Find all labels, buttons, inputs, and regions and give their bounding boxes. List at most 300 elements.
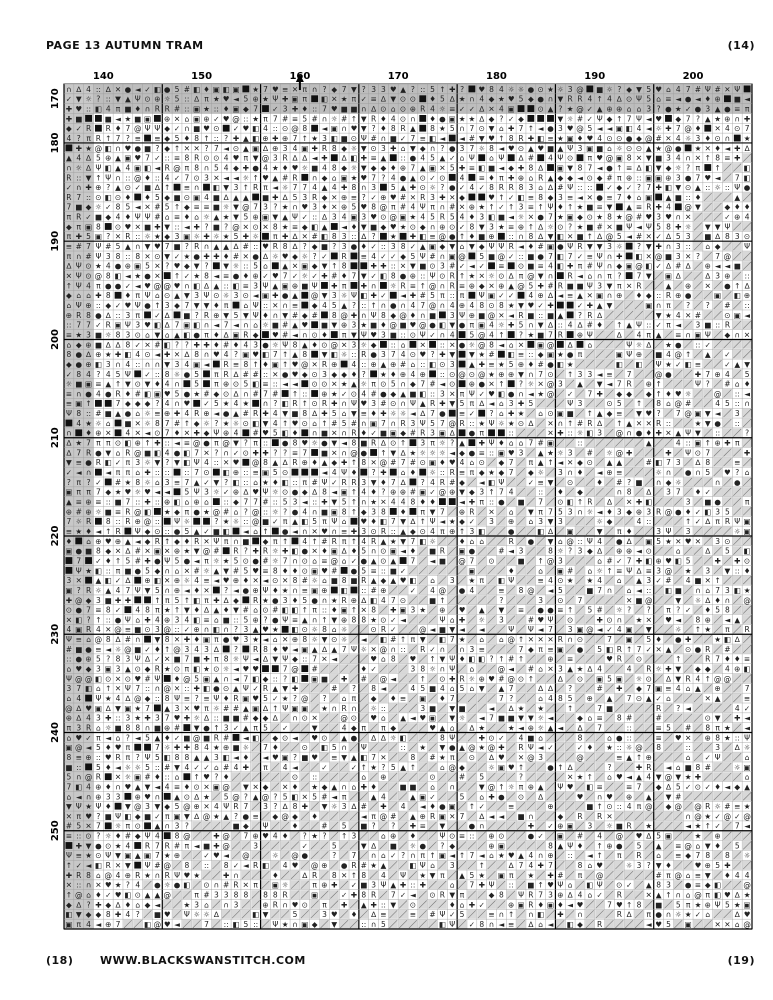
svg-text:▲: ▲ — [233, 409, 239, 418]
svg-text:R: R — [440, 547, 445, 556]
svg-text:3: 3 — [175, 232, 180, 241]
svg-text:⊕: ⊕ — [705, 262, 711, 271]
svg-text:☼: ☼ — [66, 380, 73, 389]
svg-text:☼: ☼ — [85, 95, 92, 104]
svg-text:♦: ♦ — [704, 606, 711, 615]
svg-text:✓: ✓ — [174, 124, 180, 133]
svg-text:⌂: ⌂ — [214, 615, 219, 624]
svg-text:3: 3 — [676, 252, 681, 261]
svg-text:3: 3 — [469, 527, 474, 536]
svg-text:✓: ✓ — [272, 694, 278, 703]
svg-text:◄: ◄ — [577, 272, 583, 281]
svg-text:Ψ: Ψ — [135, 655, 141, 664]
svg-text:8: 8 — [302, 350, 307, 359]
svg-text:Ψ: Ψ — [597, 114, 603, 123]
svg-text:★: ★ — [469, 272, 476, 281]
svg-text:3: 3 — [165, 478, 170, 487]
svg-text:R: R — [656, 507, 661, 516]
svg-text:▲: ▲ — [567, 665, 573, 674]
svg-text:∩: ∩ — [361, 104, 367, 113]
svg-text:♦: ♦ — [125, 213, 132, 222]
svg-text:8: 8 — [656, 399, 661, 408]
svg-text:★: ★ — [478, 203, 485, 212]
svg-text:◄: ◄ — [430, 556, 436, 565]
svg-text:▣: ▣ — [744, 527, 751, 536]
svg-text:⊙: ⊙ — [400, 114, 406, 123]
svg-text:▼: ▼ — [548, 232, 554, 241]
svg-text:7: 7 — [194, 448, 199, 457]
svg-text:◧: ◧ — [282, 478, 289, 487]
svg-text:●: ● — [714, 498, 721, 507]
svg-text:∩: ∩ — [194, 183, 200, 192]
svg-text:●: ● — [85, 645, 92, 654]
svg-text:?: ? — [578, 311, 582, 320]
svg-text:◄: ◄ — [577, 173, 583, 182]
svg-text:▣: ▣ — [341, 606, 348, 615]
svg-text:3: 3 — [440, 262, 445, 271]
svg-text:?: ? — [362, 85, 366, 94]
svg-text:▲: ▲ — [322, 183, 328, 192]
svg-text:☼: ☼ — [537, 468, 544, 477]
svg-text:▣: ▣ — [419, 694, 426, 703]
svg-text:#: # — [577, 114, 583, 123]
svg-text:◄: ◄ — [597, 163, 603, 172]
svg-text:◧: ◧ — [488, 213, 495, 222]
svg-text:♥: ♥ — [252, 566, 259, 575]
svg-text:◄: ◄ — [282, 380, 288, 389]
svg-text:?: ? — [735, 468, 739, 477]
svg-text:@: @ — [163, 625, 171, 634]
svg-text:Ψ: Ψ — [498, 478, 504, 487]
svg-text:▼: ▼ — [390, 95, 396, 104]
svg-text:▼: ▼ — [636, 409, 642, 418]
svg-text:≡: ≡ — [675, 330, 681, 339]
svg-text:⌂: ⌂ — [509, 340, 514, 349]
svg-text:4: 4 — [676, 154, 681, 163]
svg-text:✚: ✚ — [66, 596, 72, 605]
svg-text:⌂: ⌂ — [135, 409, 140, 418]
svg-text:Ψ: Ψ — [587, 537, 593, 546]
svg-text:♥: ♥ — [252, 665, 259, 674]
svg-text:♥: ♥ — [252, 488, 259, 497]
svg-text:π: π — [214, 439, 219, 448]
svg-text:Ψ: Ψ — [567, 242, 573, 251]
svg-text:#: # — [66, 645, 72, 654]
svg-text:R: R — [165, 104, 170, 113]
svg-text:◄: ◄ — [695, 95, 701, 104]
svg-text:8: 8 — [273, 566, 278, 575]
svg-text:■: ■ — [301, 281, 308, 290]
svg-text:5: 5 — [175, 389, 180, 398]
svg-text:■: ■ — [350, 576, 357, 585]
svg-text:◆: ◆ — [420, 222, 426, 231]
svg-text:◆: ◆ — [636, 134, 642, 143]
svg-text:7: 7 — [469, 556, 474, 565]
svg-text:π: π — [538, 507, 543, 516]
svg-text:✕: ✕ — [144, 203, 150, 212]
svg-text:▼: ▼ — [705, 222, 711, 231]
svg-text:3: 3 — [86, 330, 91, 339]
svg-text:⌂: ⌂ — [86, 291, 91, 300]
svg-text:●: ● — [134, 566, 141, 575]
svg-text:≡: ≡ — [626, 163, 632, 172]
svg-text:?: ? — [205, 222, 209, 231]
svg-text:◆: ◆ — [489, 114, 495, 123]
svg-text:⊙: ⊙ — [449, 380, 455, 389]
svg-text:●: ● — [469, 448, 476, 457]
svg-text:▼: ▼ — [223, 183, 229, 192]
svg-text:⊕: ⊕ — [253, 95, 259, 104]
svg-text:◄: ◄ — [498, 340, 504, 349]
svg-text:▲: ▲ — [400, 183, 406, 192]
svg-text:π: π — [214, 635, 219, 644]
svg-text:8: 8 — [293, 576, 298, 585]
svg-text:R: R — [469, 507, 474, 516]
svg-text:♥: ♥ — [174, 281, 181, 290]
svg-text:☼: ☼ — [596, 566, 603, 575]
svg-text:::: :: — [351, 350, 356, 359]
svg-text:4: 4 — [597, 665, 602, 674]
svg-text:↑: ↑ — [587, 232, 593, 241]
svg-text:7: 7 — [627, 370, 632, 379]
svg-text:▼: ▼ — [597, 242, 603, 251]
svg-text:7: 7 — [76, 321, 81, 330]
svg-text:▲: ▲ — [174, 330, 180, 339]
svg-text:★: ★ — [419, 606, 426, 615]
svg-text:▣: ▣ — [203, 674, 210, 683]
svg-text:●: ● — [537, 252, 544, 261]
svg-text:4: 4 — [116, 694, 121, 703]
svg-text:⊙: ⊙ — [253, 222, 259, 231]
svg-text:↑: ↑ — [420, 674, 426, 683]
svg-text:#: # — [233, 252, 239, 261]
svg-text:3: 3 — [125, 330, 130, 339]
svg-text:∩: ∩ — [164, 566, 170, 575]
svg-text:◧: ◧ — [744, 173, 751, 182]
svg-text:π: π — [273, 232, 278, 241]
svg-text:∆: ∆ — [291, 232, 298, 241]
svg-text:@: @ — [547, 380, 555, 389]
svg-text:5: 5 — [676, 232, 681, 241]
svg-text:▼: ▼ — [125, 380, 131, 389]
svg-text:4: 4 — [450, 330, 455, 339]
svg-text:5: 5 — [519, 321, 524, 330]
svg-text:↑: ↑ — [734, 281, 740, 290]
svg-text:★: ★ — [459, 114, 466, 123]
svg-text:◆: ◆ — [194, 419, 200, 428]
svg-text:?: ? — [637, 242, 641, 251]
svg-text:4: 4 — [676, 439, 681, 448]
svg-text:✓: ✓ — [724, 213, 730, 222]
svg-text:✚: ✚ — [410, 183, 416, 192]
svg-text:■: ■ — [321, 507, 328, 516]
svg-text:4: 4 — [725, 370, 730, 379]
svg-text:▣: ▣ — [400, 213, 407, 222]
svg-text:Ψ: Ψ — [567, 183, 573, 192]
svg-text:⊕: ⊕ — [459, 507, 465, 516]
svg-text:5: 5 — [243, 380, 248, 389]
svg-text:■: ■ — [95, 213, 102, 222]
svg-text:■: ■ — [567, 281, 574, 290]
svg-text:R: R — [233, 547, 238, 556]
svg-text:⊙: ⊙ — [311, 399, 317, 408]
svg-text:☼: ☼ — [606, 85, 613, 94]
svg-text:::: :: — [695, 340, 700, 349]
svg-text:Ψ: Ψ — [734, 517, 740, 526]
svg-text:✚: ✚ — [439, 399, 445, 408]
svg-text:R: R — [509, 242, 514, 251]
svg-text:3: 3 — [489, 517, 494, 526]
svg-text:⊙: ⊙ — [380, 213, 386, 222]
svg-text:▲: ▲ — [115, 183, 121, 192]
svg-text:Ψ: Ψ — [587, 330, 593, 339]
svg-text:◧: ◧ — [252, 124, 259, 133]
svg-text:π: π — [263, 114, 268, 123]
svg-text:4: 4 — [597, 134, 602, 143]
svg-text:↑: ↑ — [528, 124, 534, 133]
svg-text:Ψ: Ψ — [498, 242, 504, 251]
svg-text:●: ● — [282, 291, 289, 300]
svg-text:R: R — [194, 409, 199, 418]
svg-text:Ψ: Ψ — [656, 360, 662, 369]
svg-text:■: ■ — [488, 252, 495, 261]
svg-text:≡: ≡ — [538, 478, 544, 487]
svg-text:▼: ▼ — [656, 163, 662, 172]
svg-text:⊙: ⊙ — [567, 615, 573, 624]
svg-text:✚: ✚ — [508, 173, 514, 182]
svg-text:⌂: ⌂ — [342, 694, 347, 703]
svg-text:★: ★ — [714, 635, 721, 644]
svg-text:★: ★ — [252, 635, 259, 644]
svg-text:?: ? — [421, 478, 425, 487]
svg-text:@: @ — [586, 625, 594, 634]
svg-text:▲: ▲ — [125, 665, 131, 674]
svg-text:8: 8 — [371, 684, 376, 693]
svg-text:★: ★ — [341, 95, 348, 104]
svg-text:↑: ↑ — [282, 419, 288, 428]
svg-text:▲: ▲ — [548, 173, 554, 182]
svg-text:✚: ✚ — [557, 429, 563, 438]
svg-text:◧: ◧ — [380, 635, 387, 644]
svg-text:★: ★ — [262, 478, 269, 487]
svg-text:3: 3 — [273, 154, 278, 163]
svg-text:▲: ▲ — [390, 556, 396, 565]
svg-text:π: π — [745, 498, 750, 507]
svg-text:▲: ▲ — [272, 281, 278, 290]
svg-text:4: 4 — [263, 163, 268, 172]
svg-text:✚: ✚ — [626, 448, 632, 457]
svg-text:R: R — [568, 95, 573, 104]
svg-text:■: ■ — [596, 85, 603, 94]
svg-text:▲: ▲ — [734, 360, 740, 369]
svg-text:#: # — [488, 350, 494, 359]
svg-text:π: π — [588, 154, 593, 163]
svg-text:::: :: — [184, 684, 189, 693]
svg-text:▣: ▣ — [429, 163, 436, 172]
svg-text:▲: ▲ — [400, 527, 406, 536]
svg-text:7: 7 — [548, 507, 553, 516]
svg-text:R: R — [322, 144, 327, 153]
svg-text:★: ★ — [547, 85, 554, 94]
svg-text:⊙: ⊙ — [724, 311, 730, 320]
svg-text:3: 3 — [322, 134, 327, 143]
svg-text:▼: ▼ — [449, 242, 455, 251]
svg-text:3: 3 — [253, 340, 258, 349]
svg-text:♥: ♥ — [370, 330, 377, 339]
svg-text:@: @ — [134, 507, 142, 516]
svg-text:◄: ◄ — [204, 360, 210, 369]
svg-text:◄: ◄ — [518, 242, 524, 251]
svg-text:⊙: ⊙ — [243, 448, 249, 457]
svg-text:◧: ◧ — [419, 232, 426, 241]
svg-text:7: 7 — [637, 645, 642, 654]
svg-text:◧: ◧ — [321, 95, 328, 104]
svg-text:●: ● — [115, 281, 122, 290]
svg-text:Ψ: Ψ — [734, 183, 740, 192]
svg-text:♦: ♦ — [311, 340, 318, 349]
svg-text:5: 5 — [243, 566, 248, 575]
svg-text:●: ● — [262, 340, 269, 349]
svg-text:#: # — [380, 399, 386, 408]
svg-text:✚: ✚ — [194, 222, 200, 231]
svg-text:⊕: ⊕ — [626, 547, 632, 556]
svg-text:∩: ∩ — [76, 252, 82, 261]
svg-text:∆: ∆ — [714, 232, 721, 241]
svg-text:■: ■ — [527, 262, 534, 271]
svg-text:⌂: ⌂ — [86, 537, 91, 546]
svg-text:■: ■ — [409, 389, 416, 398]
svg-text:◄: ◄ — [390, 674, 396, 683]
svg-text:#: # — [253, 429, 259, 438]
svg-text:#: # — [724, 645, 730, 654]
svg-text:∆: ∆ — [537, 684, 544, 693]
svg-text:✓: ✓ — [203, 478, 209, 487]
svg-text:✓: ✓ — [115, 576, 121, 585]
svg-text:π: π — [322, 517, 327, 526]
svg-text:3: 3 — [578, 399, 583, 408]
svg-text:∆: ∆ — [518, 154, 525, 163]
svg-text:✕: ✕ — [587, 193, 593, 202]
svg-text:≡: ≡ — [135, 134, 141, 143]
svg-text:7: 7 — [184, 478, 189, 487]
svg-text:◧: ◧ — [478, 163, 485, 172]
svg-text:⊙: ⊙ — [498, 272, 504, 281]
svg-text:●: ● — [439, 409, 446, 418]
svg-text:?: ? — [244, 507, 248, 516]
svg-text:✓: ✓ — [203, 527, 209, 536]
svg-text:@: @ — [232, 114, 240, 123]
svg-text:✓: ✓ — [144, 645, 150, 654]
svg-text:7: 7 — [342, 645, 347, 654]
svg-text:▣: ▣ — [449, 252, 456, 261]
svg-text:✓: ✓ — [351, 556, 357, 565]
svg-text:R: R — [86, 448, 91, 457]
svg-text:✕: ✕ — [380, 498, 386, 507]
svg-text:@: @ — [419, 625, 427, 634]
svg-text:♦: ♦ — [714, 596, 721, 605]
svg-text:∩: ∩ — [469, 95, 475, 104]
svg-text:✚: ✚ — [714, 556, 720, 565]
svg-text:♥: ♥ — [567, 124, 574, 133]
svg-text:::: :: — [233, 615, 238, 624]
svg-text:◧: ◧ — [419, 537, 426, 546]
svg-text:✓: ✓ — [66, 370, 72, 379]
svg-text:5: 5 — [263, 694, 268, 703]
svg-text:5: 5 — [243, 615, 248, 624]
svg-text:8: 8 — [204, 272, 209, 281]
svg-text:▼: ▼ — [154, 330, 160, 339]
svg-text:★: ★ — [370, 615, 377, 624]
svg-text:@: @ — [380, 458, 388, 467]
svg-text:▼: ▼ — [557, 114, 563, 123]
svg-text:π: π — [67, 232, 72, 241]
svg-text:↑: ↑ — [400, 439, 406, 448]
svg-text:▣: ▣ — [557, 645, 564, 654]
svg-text:◆: ◆ — [381, 576, 387, 585]
svg-text:♥: ♥ — [449, 458, 456, 467]
svg-text:↑: ↑ — [311, 537, 317, 546]
svg-text:●: ● — [459, 586, 466, 595]
svg-text:▣: ▣ — [576, 625, 583, 634]
svg-text:∩: ∩ — [626, 429, 632, 438]
svg-text:↑: ↑ — [508, 203, 514, 212]
svg-text:≡: ≡ — [498, 262, 504, 271]
svg-text:π: π — [126, 458, 131, 467]
svg-text:#: # — [262, 556, 268, 565]
svg-text:7: 7 — [381, 419, 386, 428]
svg-text:★: ★ — [744, 134, 751, 143]
svg-text:4: 4 — [686, 576, 691, 585]
svg-text:4: 4 — [450, 301, 455, 310]
svg-text:≡: ≡ — [636, 203, 642, 212]
svg-text:8: 8 — [116, 252, 121, 261]
svg-text:♥: ♥ — [223, 95, 230, 104]
svg-text:▲: ▲ — [272, 458, 278, 467]
svg-text:7: 7 — [391, 478, 396, 487]
svg-text:Ψ: Ψ — [282, 704, 288, 713]
svg-text:7: 7 — [243, 674, 248, 683]
svg-text:⊕: ⊕ — [66, 507, 72, 516]
svg-text:✕: ✕ — [253, 576, 259, 585]
svg-text:▣: ▣ — [301, 645, 308, 654]
svg-text:◄: ◄ — [233, 95, 239, 104]
svg-text:▣: ▣ — [626, 625, 633, 634]
svg-text:Ψ: Ψ — [76, 262, 82, 271]
svg-text:#: # — [95, 409, 101, 418]
svg-text:Ψ: Ψ — [253, 311, 259, 320]
svg-text:R: R — [243, 330, 248, 339]
svg-text:5: 5 — [234, 232, 239, 241]
svg-text:∩: ∩ — [332, 704, 338, 713]
svg-text:::: :: — [705, 183, 710, 192]
svg-text:★: ★ — [557, 213, 564, 222]
svg-text:∆: ∆ — [665, 232, 672, 241]
svg-text:◧: ◧ — [193, 321, 200, 330]
svg-text:@: @ — [75, 596, 83, 605]
svg-text:8: 8 — [538, 193, 543, 202]
svg-text:3: 3 — [371, 183, 376, 192]
svg-text:8: 8 — [371, 606, 376, 615]
svg-text:∆: ∆ — [537, 222, 544, 231]
svg-text:8: 8 — [381, 311, 386, 320]
svg-text:5: 5 — [302, 596, 307, 605]
svg-text:▣: ▣ — [291, 704, 298, 713]
svg-text:✕: ✕ — [695, 154, 701, 163]
svg-text:✓: ✓ — [429, 173, 435, 182]
svg-text:::: :: — [273, 124, 278, 133]
svg-text:⌂: ⌂ — [558, 537, 563, 546]
svg-text:#: # — [370, 389, 376, 398]
